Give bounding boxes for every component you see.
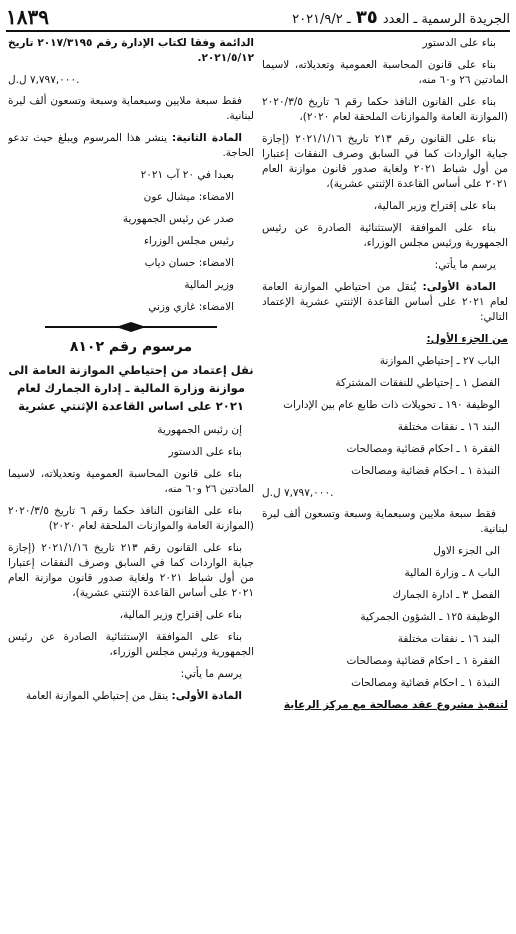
section-heading: من الجزء الأول: <box>426 333 508 345</box>
article-text: ينقل من إحتياطي الموازنة العامة <box>26 690 172 702</box>
section-divider <box>45 322 217 332</box>
issue-number: ٣٥ <box>355 6 378 28</box>
signature-line: وزير المالية <box>184 279 234 291</box>
paragraph: بناء على الموافقة الإستثنائية الصادرة عن رئيس الجمهورية ورئيس مجلس الوزراء، <box>8 631 254 658</box>
paragraph: بناء على القانون النافذ حكما رقم ٦ تاريخ ٢٠٢٠/٣/٥ (الموازنة العامة والموازنات الملحقة لعام ٢٠٢٠) <box>8 505 254 532</box>
page-header <box>6 6 510 28</box>
paragraph: بناء على إقتراح وزير المالية، <box>119 609 242 621</box>
budget-line-item: الوظيفة ١٢٥ ـ الشؤون الجمركية <box>360 611 500 623</box>
page-number: ١٨٣٩ <box>6 5 49 29</box>
article-heading: المادة الثانية: <box>172 132 242 144</box>
budget-line-item: الفصل ٣ ـ ادارة الجمارك <box>392 589 500 601</box>
left-column <box>8 36 254 928</box>
signature-line: صدر عن رئيس الجمهورية <box>122 213 234 225</box>
paragraph: بناء على إقتراح وزير المالية، <box>373 200 496 212</box>
paragraph: بناء على الدستور <box>168 446 242 458</box>
paragraph: بناء على الموافقة الإستثنائية الصادرة عن رئيس الجمهورية ورئيس مجلس الوزراء، <box>262 222 508 249</box>
right-column <box>262 36 508 928</box>
article-heading: المادة الأولى: <box>422 281 496 293</box>
budget-line-item: الى الجزء الاول <box>433 545 500 557</box>
paragraph: فقط سبعة ملايين وسبعماية وسبعة وتسعون ألف ليرة لبنانية. <box>8 95 254 122</box>
amount: ٧,٧٩٧,٠٠٠ ل.ل. <box>262 487 334 499</box>
header-rule <box>6 30 510 32</box>
paragraph: بناء على قانون المحاسبة العمومية وتعديلاته، لاسيما المادتين ٢٦ و٦٠ منه، <box>262 59 508 86</box>
budget-line-item: النبذة ١ ـ احكام قضائية ومصالحات <box>351 677 500 689</box>
article-heading: المادة الأولى: <box>171 690 242 702</box>
paragraph: بناء على القانون رقم ٢١٣ تاريخ ٢٠٢١/١/١٦ (إجازة جباية الواردات كما في السابق وصرف النفقات إعتبارا من أول شباط ٢٠٢١ ولغاية صدور قانون موازنة العام ٢٠٢١ على أساس القاعدة الإثنتي عشرية)، <box>8 542 254 599</box>
decree-title: مرسوم رقم ٨١٠٢ <box>69 339 193 355</box>
budget-line-item: البند ١٦ ـ نفقات مختلفة <box>397 421 500 433</box>
budget-line-item: الفقرة ١ ـ احكام قضائية ومصالحات <box>346 655 500 667</box>
article-paragraph <box>8 131 254 161</box>
paragraph: بناء على القانون النافذ حكما رقم ٦ تاريخ ٢٠٢٠/٣/٥ (الموازنة العامة والموازنات الملحقة لعام ٢٠٢٠)، <box>262 96 508 123</box>
header-title-group <box>292 7 510 28</box>
paragraph: إن رئيس الجمهورية <box>157 424 242 436</box>
signature-line: الامضاء: ميشال عون <box>143 191 234 203</box>
paragraph: بناء على القانون رقم ٢١٣ تاريخ ٢٠٢١/١/١٦ (إجازة جباية الواردات كما في السابق وصرف النفقات إعتبارا من أول شباط ٢٠٢١ ولغاية صدور قانون موازنة العام ٢٠٢١ على أساس القاعدة الإثنتي عشرية)، <box>262 133 508 190</box>
article-text: ينشر هذا المرسوم ويبلغ حيث تدعو الحاجة. <box>8 132 254 159</box>
paragraph: يرسم ما يأتي: <box>180 668 242 680</box>
signature-line: الامضاء: غازي وزني <box>148 301 234 313</box>
paragraph: الدائمة وفقا لكتاب الإدارة رقم ٢٠١٧/٣١٩٥ تاريخ ٢٠٢١/٥/١٢. <box>8 37 254 64</box>
article-text: يُنقل من احتياطي الموازنة العامة لعام ٢٠٢١ على أساس القاعدة الإثنتي عشرية الإعتماد التالي: <box>262 281 508 323</box>
article-paragraph <box>262 280 508 325</box>
budget-line-item: الفقرة ١ ـ احكام قضائية ومصالحات <box>346 443 500 455</box>
paragraph: بناء على قانون المحاسبة العمومية وتعديلاته، لاسيما المادتين ٢٦ و٦٠ منه، <box>8 468 254 495</box>
budget-line-item: الباب ٨ ـ وزارة المالية <box>404 567 500 579</box>
budget-line-item: البند ١٦ ـ نفقات مختلفة <box>397 633 500 645</box>
budget-line-item: الوظيفة ١٩٠ ـ تحويلات ذات طابع عام بين الإدارات <box>283 399 500 411</box>
amount: ٧,٧٩٧,٠٠٠ ل.ل. <box>8 74 80 86</box>
budget-line-item: النبذة ١ ـ احكام قضائية ومصالحات <box>351 465 500 477</box>
paragraph: يرسم ما يأتي: <box>434 259 496 271</box>
paragraph: بناء على الدستور <box>422 37 496 49</box>
issue-date: ـ ٢٠٢١/٩/٢ <box>292 11 351 27</box>
signature-line: الامضاء: حسان دياب <box>144 257 234 269</box>
decree-subtitle: نقل إعتماد من إحتياطي الموازنة العامة الى موازنة وزارة المالية ـ إدارة الجمارك لعام ٢٠٢١ على اساس القاعدة الإثنتي عشرية <box>8 363 254 413</box>
budget-line-item: الفصل ١ ـ إحتياطي للنفقات المشتركة <box>335 377 500 389</box>
budget-line-item: الباب ٢٧ ـ إحتياطي الموازنة <box>379 355 500 367</box>
signature-line: رئيس مجلس الوزراء <box>143 235 234 247</box>
section-heading: لتنفيذ مشروع عقد مصالحة مع مركز الرعاية <box>283 699 508 711</box>
article-paragraph <box>8 689 254 704</box>
gazette-title: الجريدة الرسمية ـ العدد <box>382 11 510 27</box>
paragraph: فقط سبعة ملايين وسبعماية وسبعة وتسعون ألف ليرة لبنانية. <box>262 508 508 535</box>
signature-line: بعبدا في ٢٠ آب ٢٠٢١ <box>140 169 234 181</box>
